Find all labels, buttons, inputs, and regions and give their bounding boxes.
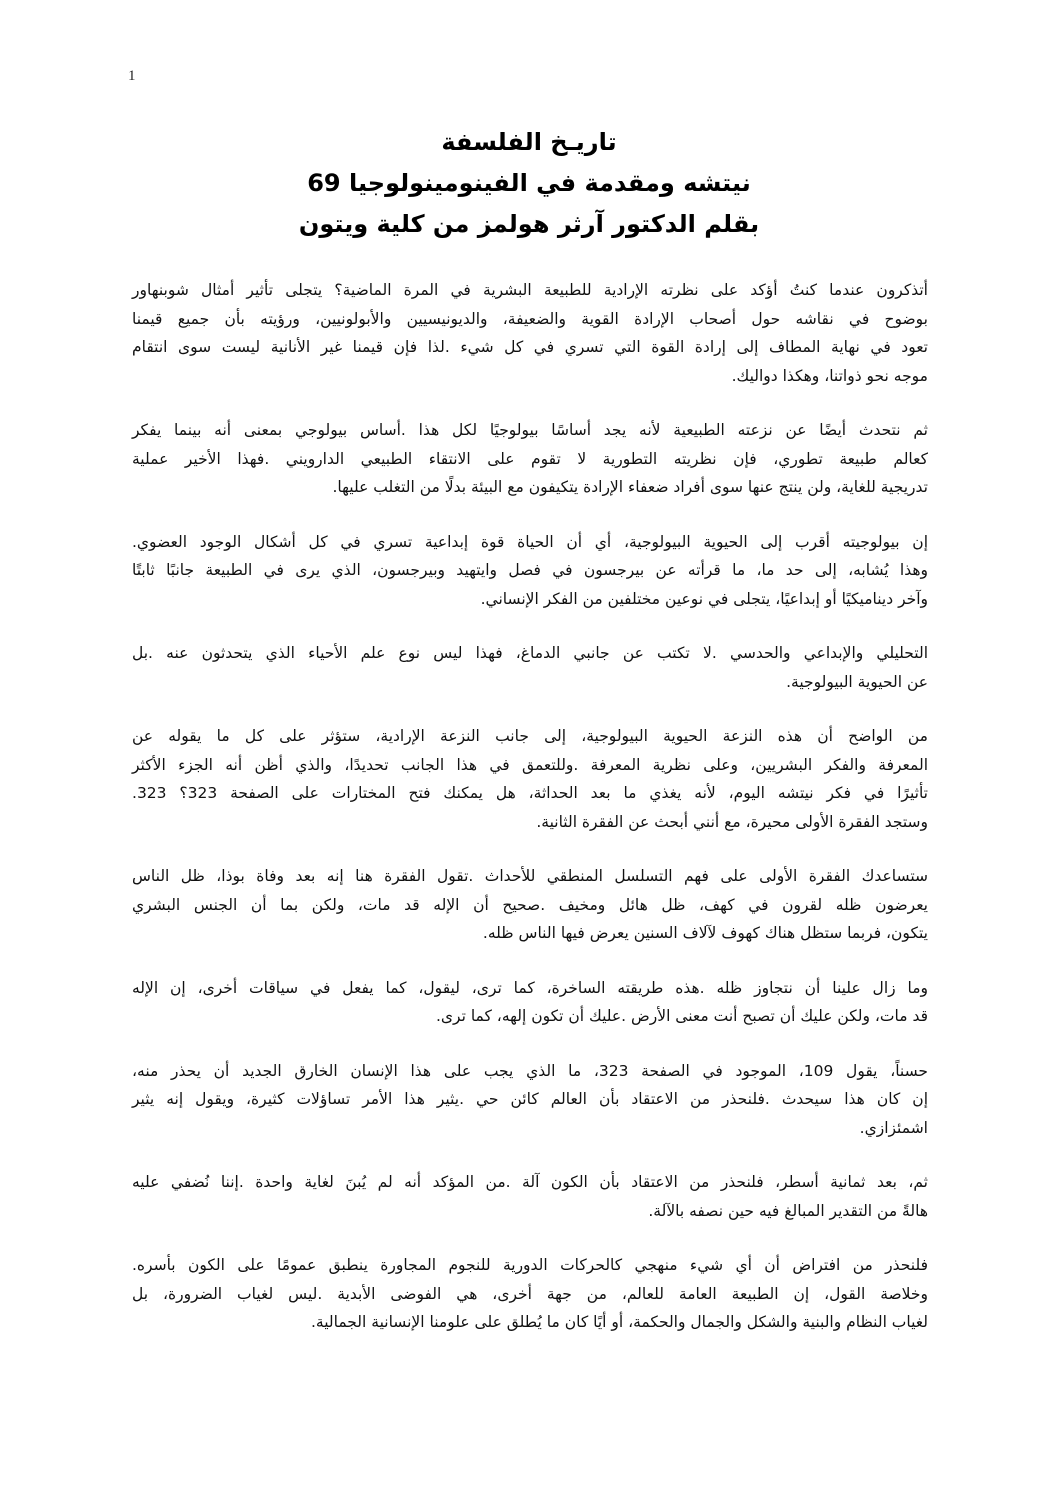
paragraph-4 xyxy=(132,639,928,696)
text-line: فلنحذر من افتراض أن أي شيء منهجي كالحركات الدورية للنجوم المجاورة ينطبق عمومًا على الكون بأسره. xyxy=(132,1256,928,1274)
text-line: ستساعدك الفقرة الأولى على فهم التسلسل المنطقي للأحداث .تقول الفقرة هنا إنه بعد وفاة بوذا، ظل الناس xyxy=(132,867,928,885)
text-line: هالةً من التقدير المبالغ فيه حين نصفه بالآلة. xyxy=(648,1201,928,1220)
paragraph-9 xyxy=(132,1168,928,1225)
text-line: من الواضح أن هذه النزعة الحيوية البيولوجية، إلى جانب النزعة الإرادية، ستؤثر على كل ما يقوله عن xyxy=(132,727,928,745)
text-line: عن الحيوية البيولوجية. xyxy=(786,672,928,691)
text-line: تدريجية للغاية، ولن ينتج عنها سوى أفراد ضعفاء الإرادة يتكيفون مع البيئة بدلًا من التغلب عليها. xyxy=(332,478,928,496)
paragraph-2 xyxy=(132,416,928,502)
document-body xyxy=(132,276,928,1363)
text-line: تعود في نهاية المطاف إلى إرادة القوة التي تسري في كل شيء .لذا فإن قيمنا غير الأنانية ليست سوى انتقام xyxy=(132,338,928,356)
page-number: 1 xyxy=(128,68,136,84)
paragraph-3 xyxy=(132,528,928,614)
text-line: حسناً، يقول 109، الموجود في الصفحة 323، ما الذي يجب على هذا الإنسان الخارق الجديد أن يحذر منه، xyxy=(132,1061,929,1080)
paragraph-5 xyxy=(132,722,928,836)
text-line: لغياب النظام والبنية والشكل والجمال والحكمة، أو أيًا كان ما يُطلق على علومنا الإنسانية الجمالية. xyxy=(310,1313,928,1331)
paragraph-8 xyxy=(132,1057,928,1143)
text-line: يعرضون ظله لقرون في كهف، ظل هائل ومخيف .صحيح أن الإله قد مات، ولكن بما أن الجنس البشري xyxy=(132,895,928,914)
text-line: اشمئزازي. xyxy=(859,1118,928,1137)
text-line: بوضوح في نقاشه حول أصحاب الإرادة القوية والضعيفة، والديونيسيين والأبولونيين، ورؤيته بأن جميع قيمنا xyxy=(132,309,928,328)
text-line: أتذكرون عندما كنتُ أؤكد على نظرته الإرادية للطبيعة البشرية في المرة الماضية؟ يتجلى تأثير أمثال شوبنهاور xyxy=(132,281,928,299)
text-line: وستجد الفقرة الأولى محيرة، مع أنني أبحث عن الفقرة الثانية. xyxy=(536,812,928,831)
text-line: التحليلي والإبداعي والحدسي .لا تكتب عن جانبي الدماغ، فهذا ليس نوع علم الأحياء الذي يتحدثون عنه .بل xyxy=(132,644,928,662)
document-title xyxy=(0,122,1058,245)
paragraph-1 xyxy=(132,276,928,390)
paragraph-10 xyxy=(132,1251,928,1337)
text-line: تأثيرًا في فكر نيتشه اليوم، لأنه يغذي ما بعد الحداثة، هل يمكنك فتح المختارات على الصفحة 323؟ 323. xyxy=(132,784,928,802)
paragraph-6 xyxy=(132,862,928,948)
text-line: كعالم طبيعة تطوري، فإن نظريته التطورية لا تقوم على الانتقاء الطبيعي الدارويني .فهذا الأخير عملية xyxy=(132,449,928,468)
paragraph-7 xyxy=(132,974,928,1031)
title-line-2: نيتشه ومقدمة في الفينومينولوجيا 69 xyxy=(307,169,751,197)
text-line: المعرفة والفكر البشريين، وعلى نظرية المعرفة .وللتعمق في هذا الجانب تحديدًا، والذي أظن أنه الجزء الأكثر xyxy=(132,755,928,774)
title-line-3: بقلم الدكتور آرثر هولمز من كلية ويتون xyxy=(298,210,760,238)
text-line: وآخر ديناميكيًا أو إبداعيًا، يتجلى في نوعين مختلفين من الفكر الإنساني. xyxy=(480,589,928,608)
text-line: وخلاصة القول، إن الطبيعة العامة للعالم، من جهة أخرى، هي الفوضى الأبدية .ليس لغياب الضرورة، بل xyxy=(132,1284,928,1303)
text-line: قد مات، ولكن عليك أن تصبح أنت معنى الأرض .عليك أن تكون إلهه، كما ترى. xyxy=(435,1007,928,1025)
text-line: ثم، بعد ثمانية أسطر، فلنحذر من الاعتقاد بأن الكون آلة .من المؤكد أنه لم يُبنَ لغاية واحدة .إننا نُضفي عليه xyxy=(132,1173,928,1191)
text-line: وما زال علينا أن نتجاوز ظله .هذه طريقته الساخرة، كما ترى، ليقول، كما يفعل في سياقات أخرى، إن الإله xyxy=(132,978,928,997)
text-line: موجه نحو ذواتنا، وهكذا دواليك. xyxy=(731,366,928,385)
text-line: إن بيولوجيته أقرب إلى الحيوية البيولوجية، أي أن الحياة قوة إبداعية تسري في كل أشكال الوجود العضوي. xyxy=(132,532,928,551)
text-line: إن كان هذا سيحدث .فلنحذر من الاعتقاد بأن العالم كائن حي .يثير هذا الأمر تساؤلات كثيرة، ويقول إنه يثير xyxy=(132,1090,928,1108)
text-line: وهذا يُشابه، إلى حد ما، ما قرأته عن بيرجسون في فصل وايتهيد وبيرجسون، الذي يرى في الطبيعة جانبًا ثابتًا xyxy=(132,561,928,579)
text-line: يتكون، فربما ستظل هناك كهوف لآلاف السنين يعرض فيها الناس ظله. xyxy=(482,924,928,942)
text-line: ثم نتحدث أيضًا عن نزعته الطبيعية لأنه يجد أساسًا بيولوجيًا لكل هذا .أساس بيولوجي بمعنى أنه بينما يفكر xyxy=(132,421,928,439)
title-line-1: تاريـخ الفلسفة xyxy=(441,128,617,156)
